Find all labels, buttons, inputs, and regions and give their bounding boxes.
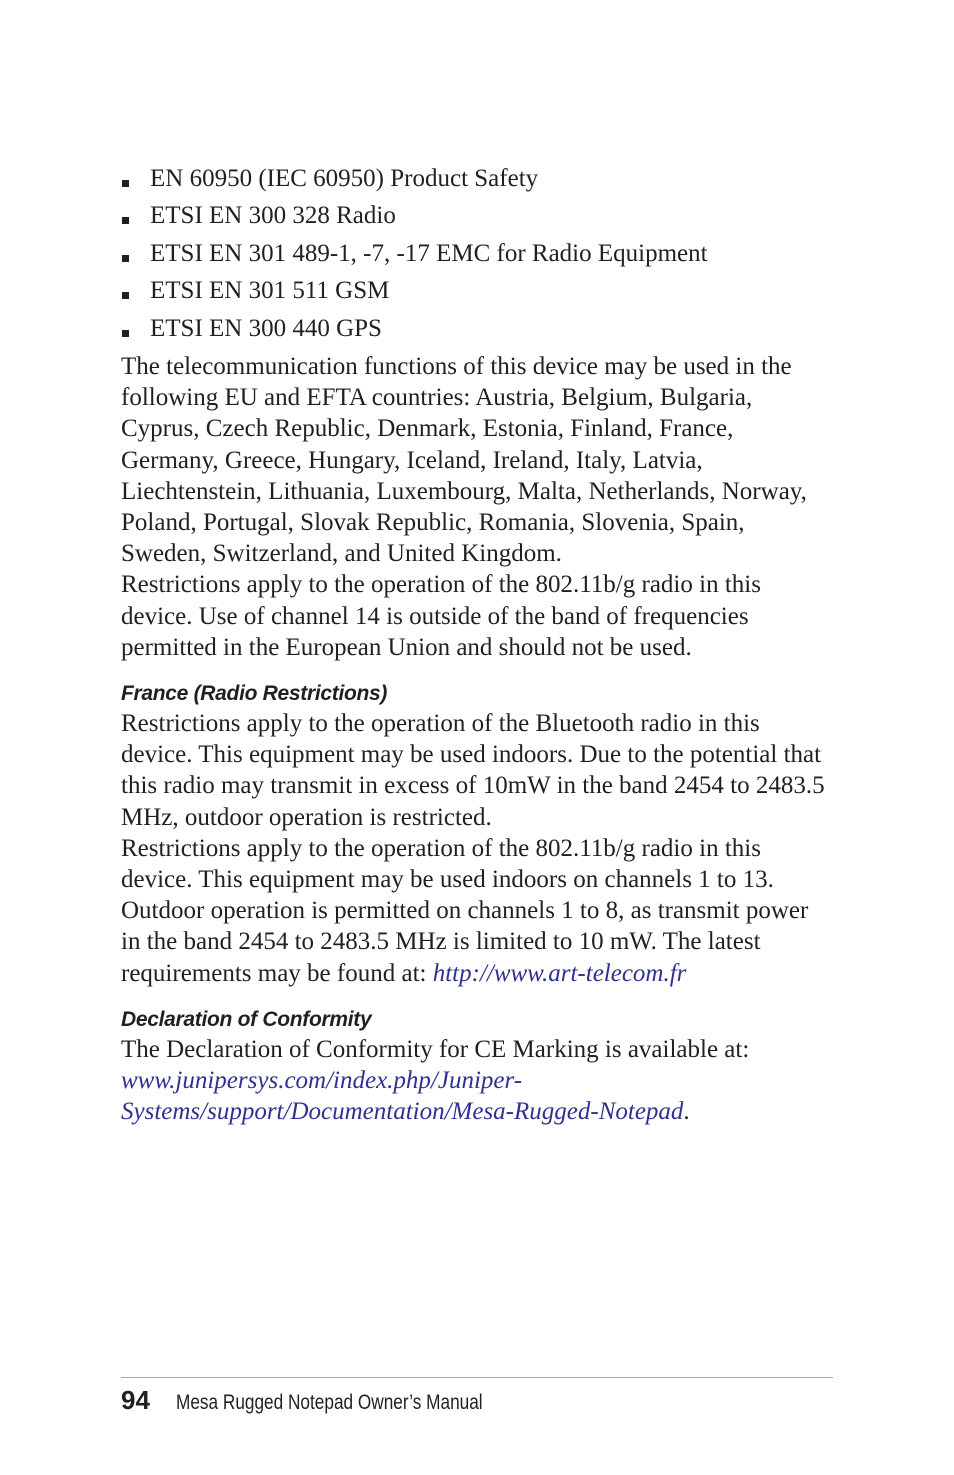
footer-row xyxy=(121,1383,833,1417)
list-item xyxy=(121,239,833,269)
square-bullet-icon xyxy=(122,217,129,224)
radio-restriction-paragraph: Restrictions apply to the operation of the 802.11b/g radio in this device. Use of channel 14 is outside of the band of frequencies permitted in the European Union and should not be used. xyxy=(121,571,761,661)
declaration-text: The Declaration of Conformity for CE Marking is available at: xyxy=(121,1035,750,1063)
list-item xyxy=(121,276,833,306)
list-item-text: EN 60950 (IEC 60950) Product Safety xyxy=(150,165,539,192)
declaration-paragraph xyxy=(121,1034,833,1128)
france-heading: France (Radio Restrictions) xyxy=(121,681,388,705)
declaration-heading: Declaration of Conformity xyxy=(121,1007,372,1031)
square-bullet-icon xyxy=(122,255,129,262)
wifi-restriction-text: Restrictions apply to the operation of the 802.11b/g radio in this device. This equipment may be used indoors on channels 1 to 13. Outdoor operation is permitted on channels 1 to 8, as transmit power in the band 2454 to 2483.5 MHz is limited to 10 mW. The latest requirements may be found at: xyxy=(121,834,809,987)
manual-title: Mesa Rugged Notepad Owner’s Manual xyxy=(175,1391,483,1414)
square-bullet-icon xyxy=(122,292,129,299)
list-item-text: ETSI EN 301 489-1, -7, -17 EMC for Radio Equipment xyxy=(150,239,708,267)
list-item-text: ETSI EN 300 440 GPS xyxy=(150,314,382,342)
square-bullet-icon xyxy=(122,330,129,337)
page-number: 94 xyxy=(121,1385,150,1415)
list-item-text: ETSI EN 301 511 GSM xyxy=(150,277,390,305)
standards-list xyxy=(121,164,833,344)
list-item xyxy=(121,314,833,344)
page-footer xyxy=(121,1377,833,1417)
declaration-link[interactable]: www.junipersys.com/index.php/Juniper-Systems/support/Documentation/Mesa-Rugged-Notepad xyxy=(121,1067,684,1126)
footer-divider xyxy=(121,1377,833,1378)
list-item xyxy=(121,164,833,194)
list-item xyxy=(121,201,833,231)
bluetooth-restriction-paragraph: Restrictions apply to the operation of the Bluetooth radio in this device. This equipment may be used indoors. Due to the potential that this radio may transmit in excess of 10mW in the band 2454 to 2483.5 MHz, outdoor operation is restricted. xyxy=(121,709,825,831)
page-content xyxy=(121,164,833,1127)
declaration-period: . xyxy=(683,1098,690,1126)
art-telecom-link[interactable]: http://www.art-telecom.fr xyxy=(432,959,687,987)
square-bullet-icon xyxy=(122,180,129,187)
list-item-text: ETSI EN 300 328 Radio xyxy=(150,202,396,230)
countries-paragraph: The telecommunication functions of this device may be used in the following EU and EFTA countries: Austria, Belgium, Bulgaria, Cyprus, Czech Republic, Denmark, Estonia, Finland, France, Germany, Greece, Hungary, Iceland, Ireland, Italy, Latvia, Liechtenstein, Lithuania, Luxembourg, Malta, Netherlands, Norway, Poland, Portugal, Slovak Republic, Romania, Slovenia, Spain, Sweden, Switzerland, and United Kingdom. xyxy=(121,352,807,568)
wifi-restriction-paragraph xyxy=(121,833,833,989)
